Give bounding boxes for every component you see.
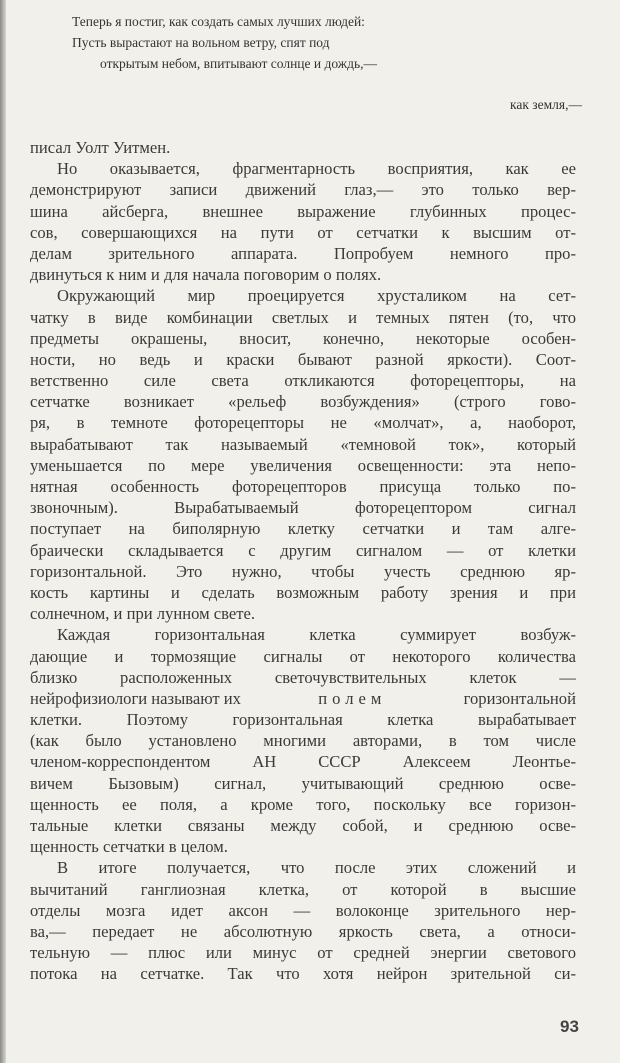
text-line: сов, совершающихся на пути от сетчатки к высшим от- (30, 222, 576, 242)
text-line: вырабатывают так называемый «темновой ток», который (30, 434, 576, 454)
text-line: потока на сетчатке. Так что хотя нейрон зрительной си- (30, 964, 576, 984)
text-line: щенность ее поля, а кроме того, поскольку все горизон- (30, 794, 576, 814)
text-line: членом-корреспондентом АН СССР Алексеем Леонтье- (30, 752, 576, 772)
poem-line: открытым небом, впитывают солнце и дождь,— (100, 56, 378, 71)
text-line: дающие и тормозящие сигналы от некоторого количества (30, 646, 576, 666)
text-line: чатку в виде комбинации светлых и темных пятен (то, что (30, 307, 576, 327)
text-line: ря, в темноте фоторецепторы не «молчат», а, наоборот, (30, 413, 576, 433)
text-line: В итоге получается, что после этих сложений и (57, 858, 576, 878)
text-line: нятная особенность фоторецепторов присуща только по- (30, 477, 576, 496)
poem-line: как земля,— (510, 97, 582, 112)
text-line: кость картины и сделать возможным работу зрения и при (30, 582, 576, 602)
text-line: сетчатке возникает «рельеф возбуждения» (строго гово- (30, 392, 576, 412)
text-line: браически складывается с другим сигналом — от клетки (30, 540, 576, 560)
text-line: тельную — плюс или минус от средней энергии светового (30, 943, 576, 963)
text-line: ва,— передает не абсолютную яркость света, а относи- (30, 921, 576, 941)
text-line: поступает на биполярную клетку сетчатки и там алге- (30, 519, 576, 539)
text-line: щенность сетчатки в целом. (30, 837, 228, 857)
body-text (30, 137, 576, 985)
page-edge (0, 0, 6, 1063)
text-fragment: нейрофизиологи называют их (30, 688, 241, 708)
text-line: близко расположенных светочувствительных клеток — (30, 667, 576, 687)
text-line: шина айсберга, внешнее выражение глубинных процес- (30, 201, 576, 221)
text-line: солнечном, и при лунном свете. (30, 604, 255, 624)
text-line: горизонтальной. Это нужно, чтобы учесть среднюю яр- (30, 561, 576, 581)
text-line: делам зрительного аппарата. Попробуем немного про- (30, 243, 576, 263)
page-number: 93 (560, 1017, 579, 1036)
text-line: отделы мозга идет аксон — волоконце зрительного нер- (30, 900, 576, 920)
text-line: вычитаний ганглиозная клетка, от которой в высшие (30, 879, 576, 899)
text-line: тальные клетки связаны между собой, и среднюю осве- (30, 816, 576, 835)
poem-line: Пусть вырастают на вольном ветру, спят под (72, 35, 330, 50)
text-line: Каждая горизонтальная клетка суммирует возбуж- (57, 625, 576, 645)
text-fragment: горизонтальной (463, 688, 576, 708)
text-line: Окружающий мир проецируется хрусталиком на сет- (57, 286, 576, 306)
text-line: демонстрируют записи движений глаз,— это только вер- (30, 180, 576, 200)
text-line: ности, но ведь и краски бывают разной яркости). Соот- (30, 349, 576, 369)
text-line: Но оказывается, фрагментарность восприятия, как ее (57, 159, 576, 179)
text-line: вичем Бызовым) сигнал, учитывающий среднюю осве- (30, 773, 576, 793)
text-line: звоночным). Вырабатываемый фоторецептором сигнал (30, 498, 576, 518)
text-line: уменьшается по мере увеличения освещенности: эта непо- (30, 455, 576, 475)
text-line: предметы окрашены, вносит, конечно, некоторые особен- (30, 328, 576, 348)
poem-line: Теперь я постиг, как создать самых лучших людей: (72, 14, 365, 29)
text-line: (как было установлено многими авторами, в том числе (30, 731, 576, 751)
text-line: двинуться к ним и для начала поговорим о полях. (30, 265, 382, 285)
text-line: клетки. Поэтому горизонтальная клетка вырабатывает (30, 710, 576, 730)
text-line: ветственно силе света откликаются фоторецепторы, на (30, 371, 576, 391)
spaced-emphasis: полем (318, 688, 387, 708)
text-line (30, 688, 576, 709)
text-line: писал Уолт Уитмен. (30, 138, 171, 157)
